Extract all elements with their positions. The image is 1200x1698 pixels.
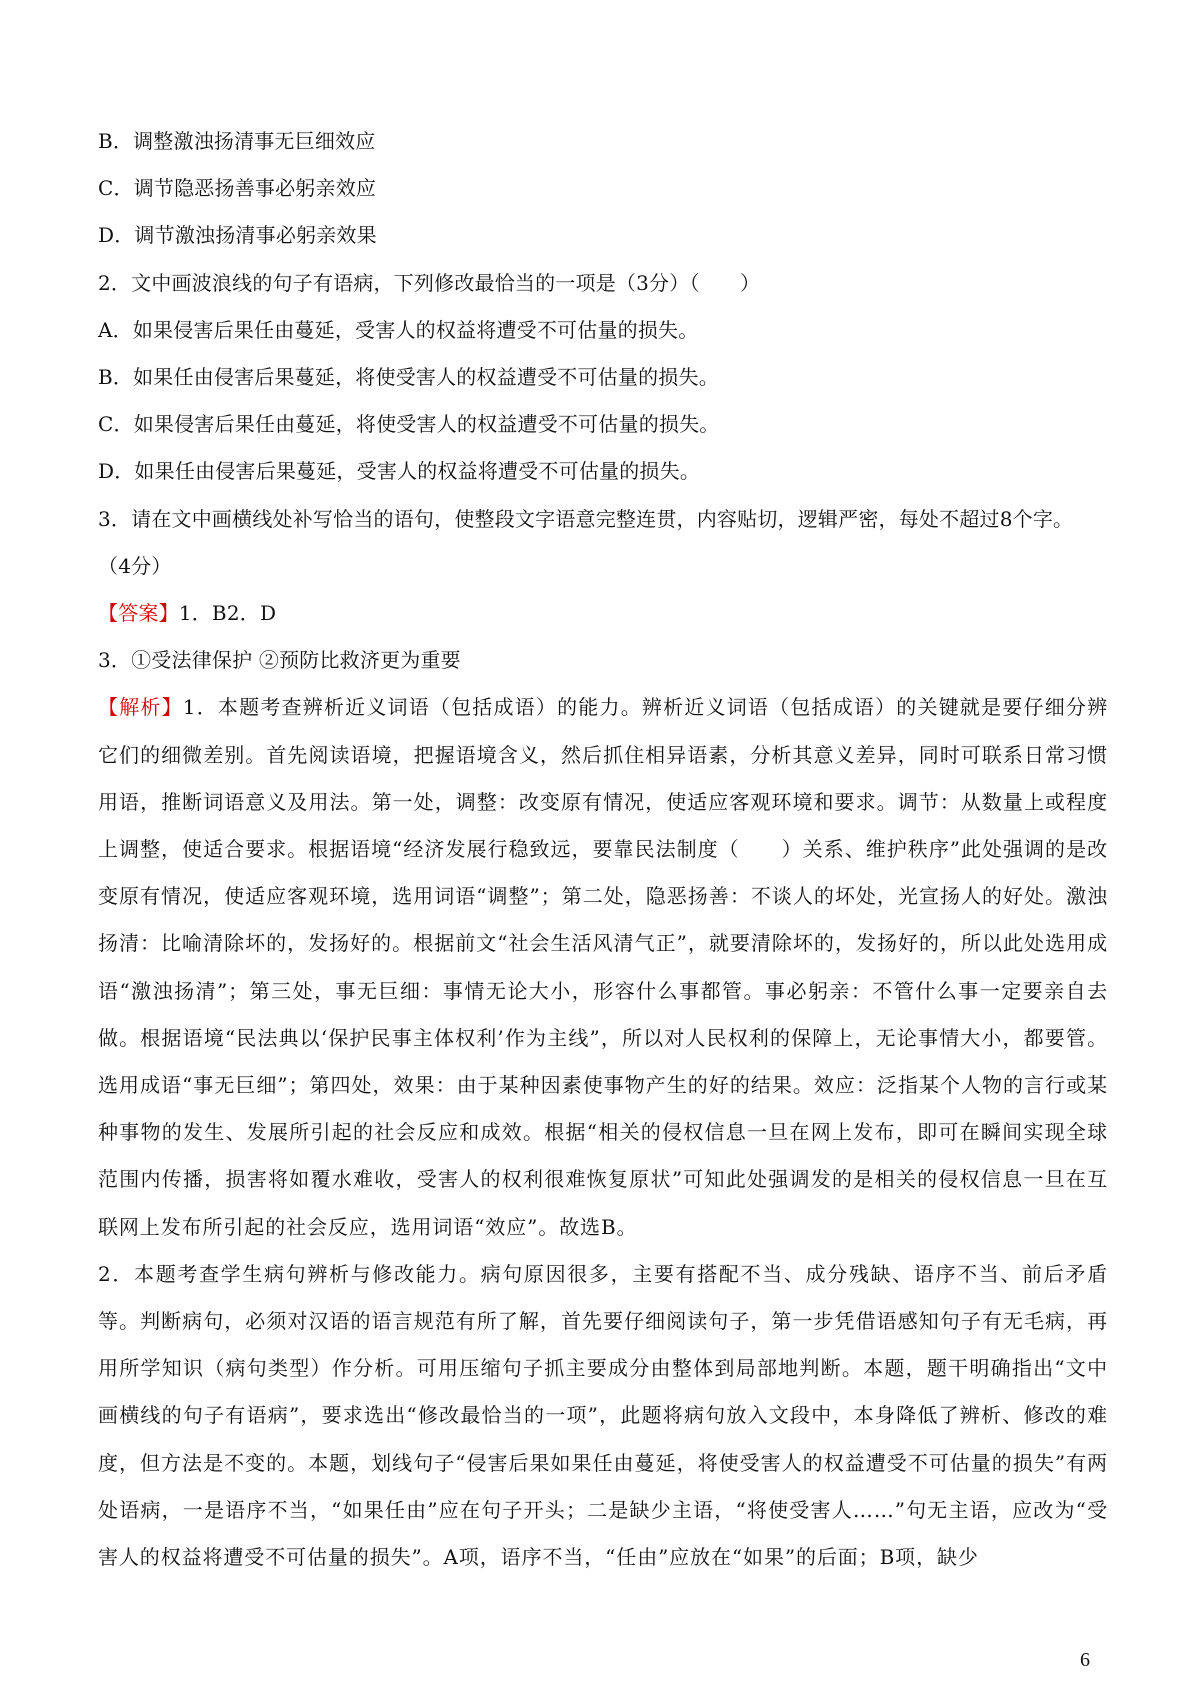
q2-option-b: B．如果任由侵害后果蔓延，将使受害人的权益遭受不可估量的损失。	[98, 365, 719, 390]
analysis-part-2: 2．本题考查学生病句辨析与修改能力。病句原因很多，主要有搭配不当、成分残缺、语序不当、前后矛盾等。判断病句，必须对汉语的语言规范有所了解，首先要仔细阅读句子，第一步凭借语感知句子有无毛病，再用所学知识（病句类型）作分析。可用压缩句子抓主要成分由整体到局部地判断。本题，题干明确指出“文中画横线的句子有语病”，要求选出“修改最恰当的一项”，此题将病句放入文段中，本身降低了辨析、修改的难度，但方法是不变的。本题，划线句子“侵害后果如果任由蔓延，将使受害人的权益遭受不可估量的损失”有两处语病，一是语序不当，“如果任由”应在句子开头；二是缺少主语，“将使受害人……”句无主语，应改为“受害人的权益将遭受不可估量的损失”。A项，语序不当，“任由”应放在“如果”的后面；B项，缺少	[98, 1261, 1108, 1570]
q2-option-c: C．如果侵害后果任由蔓延，将使受害人的权益遭受不可估量的损失。	[98, 412, 720, 437]
q2-option-a: A．如果侵害后果任由蔓延，受害人的权益将遭受不可估量的损失。	[98, 317, 699, 342]
question-2-stem: 2．文中画波浪线的句子有语病，下列修改最恰当的一项是（3分）（ ）	[98, 270, 761, 295]
page-content	[98, 118, 1108, 1581]
answer-tag: 【答案】	[98, 601, 179, 626]
answer-line-2: 3．①受法律保护 ②预防比救济更为重要	[98, 648, 461, 673]
question-3-stem: 3．请在文中画横线处补写恰当的语句，使整段文字语意完整连贯，内容贴切，逻辑严密，每处不超过8个字。	[98, 506, 1074, 531]
q1-option-d: D．调节激浊扬清事必躬亲效果	[98, 223, 377, 248]
answer-line	[98, 590, 1108, 637]
q1-option-c: C．调节隐恶扬善事必躬亲效应	[98, 176, 377, 201]
q2-option-d: D．如果任由侵害后果蔓延，受害人的权益将遭受不可估量的损失。	[98, 459, 701, 484]
page-number: 6	[1080, 1649, 1090, 1671]
analysis-tag: 【解析】	[98, 695, 183, 720]
analysis-part-1	[98, 684, 1108, 1250]
analysis-part-1-text: 1．本题考查辨析近义词语（包括成语）的能力。辨析近义词语（包括成语）的关键就是要仔细分辨它们的细微差别。首先阅读语境，把握语境含义，然后抓住相异语素，分析其意义差异，同时可联系日常习惯用语，推断词语意义及用法。第一处，调整：改变原有情况，使适应客观环境和要求。调节：从数量上或程度上调整，使适合要求。根据语境“经济发展行稳致远，要靠民法制度（ ）关系、维护秩序”此处强调的是改变原有情况，使适应客观环境，选用词语“调整”；第二处，隐恶扬善：不谈人的坏处，光宣扬人的好处。激浊扬清：比喻清除坏的，发扬好的。根据前文“社会生活风清气正”，就要清除坏的，发扬好的，所以此处选用成语“激浊扬清”；第三处，事无巨细：事情无论大小，形容什么事都管。事必躬亲：不管什么事一定要亲自去做。根据语境“民法典以‘保护民事主体权利’作为主线”，所以对人民权利的保障上，无论事情大小，都要管。选用成语“事无巨细”；第四处，效果：由于某种因素使事物产生的好的结果。效应：泛指某个人物的言行或某种事物的发生、发展所引起的社会反应和成效。根据“相关的侵权信息一旦在网上发布，即可在瞬间实现全球范围内传播，损害将如覆水难收，受害人的权利很难恢复原状”可知此处强调发的是相关的侵权信息一旦在互联网上发布所引起的社会反应，选用词语“效应”。故选B。	[98, 695, 1108, 1239]
question-3-points: （4分）	[98, 553, 172, 578]
q1-option-b: B．调整激浊扬清事无巨细效应	[98, 129, 376, 153]
answer-text: 1．B2．D	[178, 601, 277, 626]
